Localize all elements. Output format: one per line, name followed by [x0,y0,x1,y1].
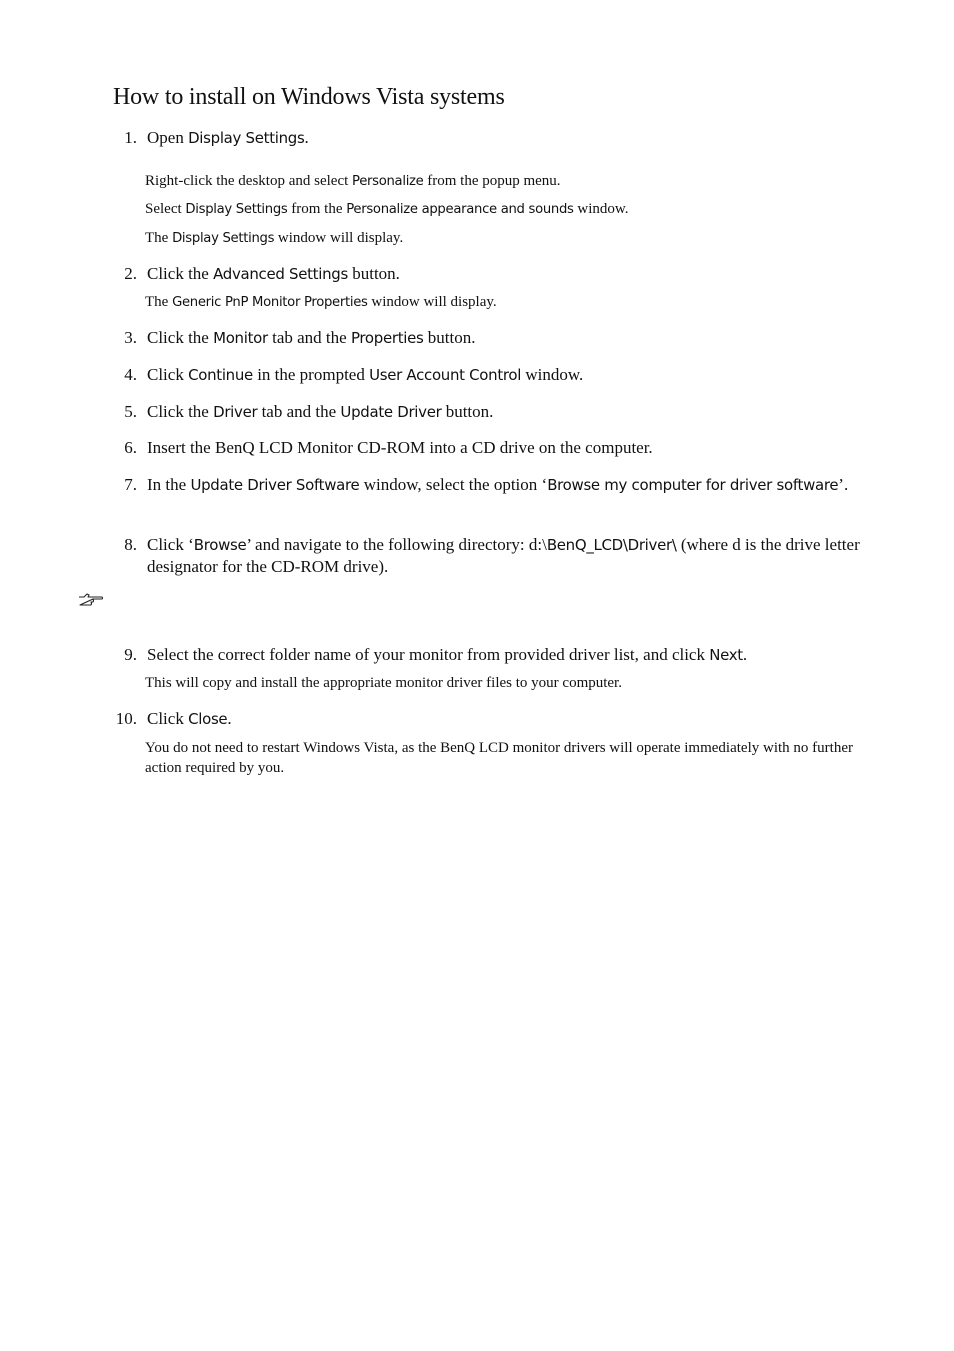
step-1: 1. Open Display Settings. [124,128,309,147]
step-8: 8. Click ‘Browse’ and navigate to the following directory: d:\BenQ_LCD\Driver\ (where d is the drive letter designator for the CD-ROM drive). [124,535,860,576]
hand-pointing-icon [78,592,104,608]
step-10-note: You do not need to restart Windows Vista, as the BenQ LCD monitor drivers will operate immediately with no further action required by you. [145,740,853,776]
step-1-note-b: Select Display Settings from the Personalize appearance and sounds window. [145,201,629,217]
step-4: 4. Click Continue in the prompted User Account Control window. [124,365,584,384]
step-9-note: This will copy and install the appropriate monitor driver files to your computer. [145,675,622,691]
step-6: 6. Insert the BenQ LCD Monitor CD-ROM into a CD drive on the computer. [124,438,653,457]
step-1-note-a: Right-click the desktop and select Personalize from the popup menu. [145,173,561,189]
step-7: 7. In the Update Driver Software window, select the option ‘Browse my computer for driver software’. [124,475,849,494]
step-1-note-c: The Display Settings window will display. [145,230,404,246]
step-2-note: The Generic PnP Monitor Properties window will display. [145,294,497,310]
section-heading: How to install on Windows Vista systems [113,84,505,110]
step-10: 10. Click Close. [115,709,232,728]
step-9: 9. Select the correct folder name of your monitor from provided driver list, and click Next. [124,645,748,664]
step-5: 5. Click the Driver tab and the Update Driver button. [124,402,494,421]
step-3: 3. Click the Monitor tab and the Properties button. [124,328,476,347]
step-2: 2. Click the Advanced Settings button. [124,264,400,283]
